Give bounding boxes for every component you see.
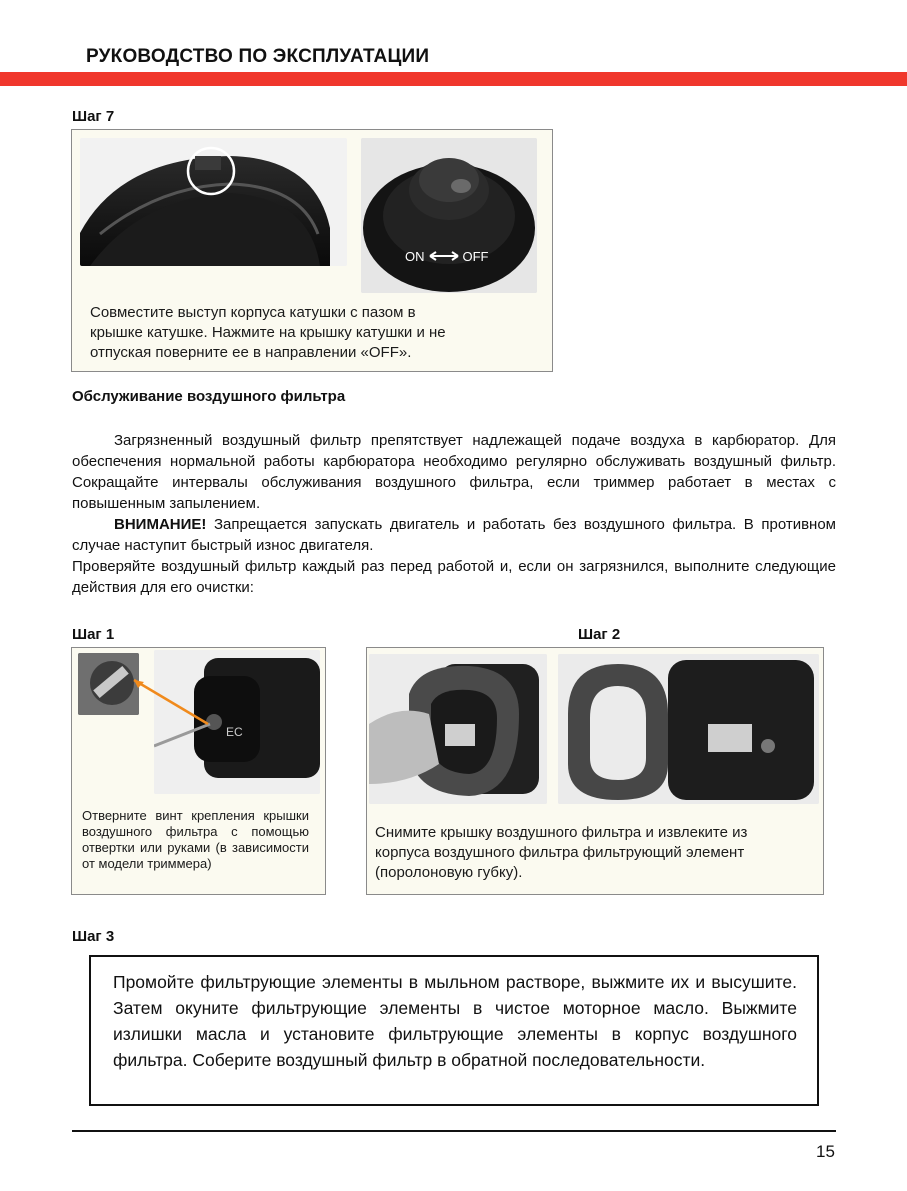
step-7-caption-line-2: крышке катушке. Нажмите на крышку катушки и не [90, 324, 446, 341]
double-arrow-icon [428, 249, 460, 264]
spool-cap-photo [361, 138, 537, 293]
filter-removal-photo-1 [369, 654, 547, 804]
step-3-box [89, 955, 819, 1106]
step-7-panel [71, 129, 553, 372]
step-2-caption-line-1: Снимите крышку воздушного фильтра и извлеките из [375, 824, 748, 841]
footer-divider [72, 1130, 836, 1132]
step-1-panel [71, 647, 326, 895]
air-filter-heading: Обслуживание воздушного фильтра [72, 388, 346, 405]
screw-closeup-illustration [78, 653, 139, 715]
step-2-caption-line-2: корпуса воздушного фильтра фильтрующий элемент [375, 844, 745, 861]
filter-removal-photo-2 [558, 654, 819, 804]
spool-housing-illustration [80, 138, 347, 266]
warning-label: ВНИМАНИЕ! [114, 516, 207, 533]
spool-cap-illustration [361, 138, 537, 293]
off-label: OFF [462, 249, 489, 264]
step-7-caption [90, 303, 446, 363]
step-1-caption: Отверните винт крепления крышки воздушного фильтра с помощью отвертки или руками (в зависимости от модели триммера) [82, 808, 309, 871]
step-3-text: Промойте фильтрующие элементы в мыльном растворе, выжмите их и высушите. Затем окуните фильтрующие элементы в чистое моторное масло. Выжмите излишки масла и установите фильтрующие элементы в корпус воздушного фильтра. Соберите воздушный фильтр в обратной последовательности. [113, 972, 797, 1070]
step-2-panel [366, 647, 824, 895]
on-label: ON [405, 249, 425, 264]
air-filter-para-1: Загрязненный воздушный фильтр препятствует надлежащей подаче воздуха в карбюратор. Для обеспечения нормальной работы карбюратора необходимо регулярно обслуживать воздушный фильтр. Сокращайте интервалы обслуживания воздушного фильтра, если триммер работает в местах с повышенным запылением. [72, 432, 836, 512]
air-filter-para-3: Проверяйте воздушный фильтр каждый раз перед работой и, если он загрязнился, выполните следующие действия для его очистки: [72, 558, 836, 596]
step-2-label: Шаг 2 [578, 626, 621, 643]
page-header-title: РУКОВОДСТВО ПО ЭКСПЛУАТАЦИИ [86, 46, 430, 67]
on-off-indicator [405, 249, 489, 264]
air-filter-body [72, 430, 836, 598]
spool-housing-photo [80, 138, 347, 266]
step-2-caption-line-3: (поролоновую губку). [375, 864, 523, 881]
step-1-label: Шаг 1 [72, 626, 115, 643]
screw-closeup-photo [78, 653, 139, 715]
orange-pointer-arrow [132, 678, 212, 728]
step-7-caption-line-1: Совместите выступ корпуса катушки с пазом в [90, 304, 416, 321]
header-accent-bar [0, 72, 907, 86]
step-7-label: Шаг 7 [72, 108, 115, 125]
svg-text:EC: EC [226, 725, 243, 739]
air-filter-warning [72, 514, 836, 556]
step-2-caption [375, 823, 747, 883]
warning-text: Запрещается запускать двигатель и работать без воздушного фильтра. В противном случае наступит быстрый износ двигателя. [72, 516, 836, 554]
filter-removal-illustration-2 [558, 654, 819, 804]
step-7-caption-line-3: отпуская поверните ее в направлении «OFF». [90, 344, 412, 361]
filter-removal-illustration-1 [369, 654, 547, 804]
page-number: 15 [816, 1142, 835, 1161]
step-3-label: Шаг 3 [72, 928, 115, 945]
